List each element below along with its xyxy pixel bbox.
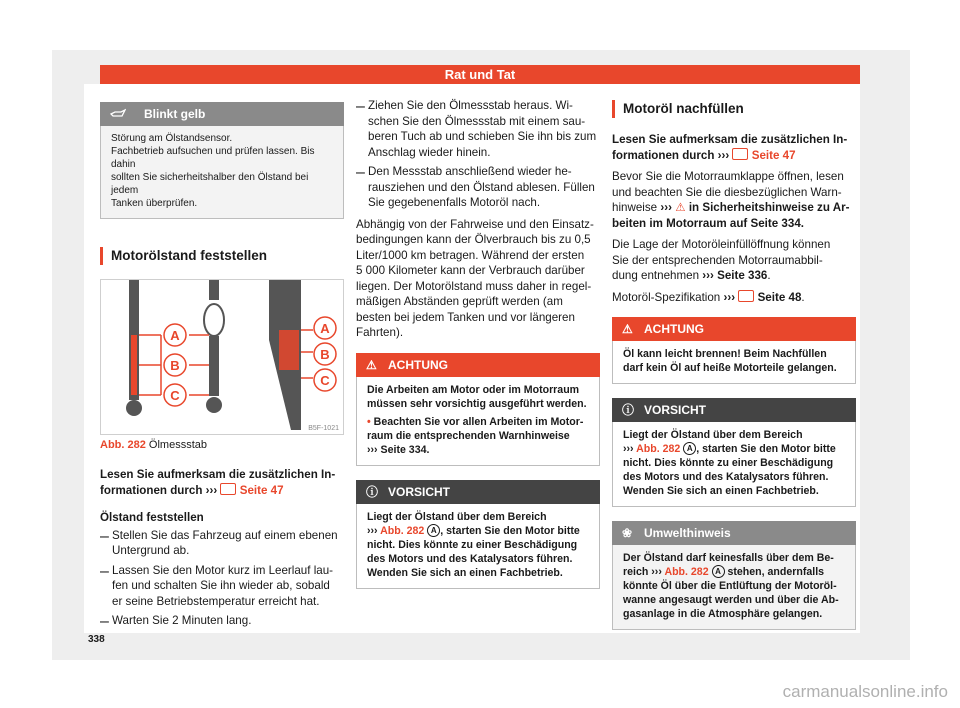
umwelt-line: gasanlage in die Atmosphäre gelangen. — [623, 608, 823, 620]
right-p3: Motoröl-Spezifikation ››› Seite 48. — [612, 290, 805, 304]
para-line: bedingungen kann der Ölverbrauch bis zu 0,5 — [356, 233, 591, 246]
left-intro — [100, 467, 344, 498]
vorsicht-line: des Motors und des Katalysators führen. — [623, 471, 829, 483]
fig-label-b-right: B — [320, 347, 330, 362]
vorsicht-line-tail: , starten Sie den Motor bitte — [440, 524, 580, 537]
arrows: ››› — [623, 443, 634, 455]
vorsicht-line: Wenden Sie sich an einen Fachbetrieb. — [367, 566, 563, 579]
circle-a-marker: A — [427, 524, 440, 537]
intro-line-2 — [612, 148, 856, 164]
page-number: 338 — [88, 634, 105, 645]
vorsicht-line — [367, 524, 589, 538]
intro-line-text: formationen durch — [612, 148, 715, 162]
intro-line-2 — [100, 483, 344, 499]
achtung-box-middle — [356, 353, 600, 466]
vorsicht-line-tail: , starten Sie den Motor bitte — [696, 443, 836, 455]
para-text: dung entnehmen — [612, 269, 700, 282]
vorsicht-bar — [612, 398, 856, 422]
step-item — [356, 164, 600, 211]
info-circle-icon: ⓘ — [622, 403, 635, 417]
oil-can-icon — [110, 102, 126, 126]
step-line: er seine Betriebstemperatur erreicht hat. — [112, 594, 320, 608]
section-title-nachfuellen: Motoröl nachfüllen — [612, 100, 856, 118]
arrows: ››› — [717, 148, 730, 162]
blinkt-gelb-title: Blinkt gelb — [144, 107, 206, 121]
intro-line: Lesen Sie aufmerksam die zusätzlichen In- — [100, 468, 336, 481]
book-icon — [220, 483, 236, 495]
arrows: ››› — [702, 269, 714, 282]
para-line: Bevor Sie die Motorraumklappe öffnen, lesen — [612, 170, 844, 183]
vorsicht-ref-link[interactable]: Abb. 282 — [380, 524, 425, 537]
achtung-ref-link[interactable]: Seite 334. — [380, 443, 430, 456]
vorsicht-title: VORSICHT — [644, 403, 707, 417]
fig-label-a: A — [170, 328, 180, 343]
vorsicht-line: nicht. Dies könnte zu einer Beschädigung — [623, 457, 834, 469]
step-line: fen und schalten Sie ihn wieder ab, sobald — [112, 579, 330, 592]
book-icon — [738, 290, 754, 302]
arrows: ››› — [651, 566, 662, 578]
vorsicht-line: Wenden Sie sich an einen Fachbetrieb. — [623, 485, 819, 497]
para-line: mäßigen Abständen geprüft werden (am — [356, 295, 563, 308]
umwelt-content — [612, 545, 856, 630]
blinkt-line: Störung am Ölstandsensor. — [111, 133, 233, 144]
flower-icon: ❀ — [622, 526, 633, 540]
figure-code: B5F-1021 — [308, 425, 339, 432]
step-line: – Stellen Sie das Fahrzeug auf einem ebenen — [112, 528, 338, 542]
umwelt-ref-link[interactable]: Abb. 282 — [664, 566, 709, 578]
left-column — [100, 84, 344, 629]
bullet-line: Beachten Sie vor allen Arbeiten im Motor- — [373, 415, 584, 428]
left-steps — [100, 528, 344, 629]
intro-line-text: formationen durch — [100, 483, 203, 497]
achtung-content — [612, 341, 856, 384]
arrows: ››› — [205, 483, 218, 497]
step-line: Sie gegebenenfalls Motoröl nach. — [368, 196, 541, 209]
fig-label-c-right: C — [320, 373, 330, 388]
warning-icon: ⚠ — [675, 201, 686, 214]
figure-caption — [100, 439, 344, 451]
achtung-line: müssen sehr vorsichtig ausgeführt werden. — [367, 397, 587, 410]
step-item — [100, 563, 344, 610]
circle-a-marker: A — [683, 442, 696, 455]
right-p2 — [612, 237, 856, 284]
vorsicht-line: Liegt der Ölstand über dem Bereich — [367, 510, 547, 523]
info-circle-icon: ⓘ — [366, 484, 379, 499]
page-header: Rat und Tat — [100, 65, 860, 84]
achtung-line: darf kein Öl auf heiße Motorteile gelangen. — [623, 362, 837, 374]
para-text: Motoröl-Spezifikation — [612, 290, 721, 304]
para-line: Die Lage der Motoröleinfüllöffnung können — [612, 238, 831, 251]
vorsicht-ref-link[interactable]: Abb. 282 — [636, 443, 681, 455]
arrows: ››› — [723, 290, 736, 304]
para-line: Sie der entsprechenden Motorraumabbil- — [612, 253, 823, 267]
step-line: Untergrund ab. — [112, 544, 190, 557]
subheading: Ölstand feststellen — [100, 511, 204, 524]
step-item — [100, 613, 344, 629]
section-title-oelstand: Motorölstand feststellen — [100, 247, 344, 265]
step-line: schen Sie den Ölmessstab mit einem sau- — [368, 114, 586, 128]
para-line: dung entnehmen ››› Seite 336. — [612, 269, 771, 282]
vorsicht-box-right — [612, 398, 856, 507]
achtung-box-right — [612, 317, 856, 384]
umwelt-line — [623, 565, 845, 579]
step-line: rausziehen und den Ölstand ablesen. Füllen — [368, 180, 595, 194]
umwelt-line: wanne angesaugt werden und über die Ab- — [623, 594, 839, 606]
dipstick-figure — [100, 279, 344, 435]
page-content — [84, 84, 860, 633]
right-p1 — [612, 169, 856, 231]
vorsicht-bar — [356, 480, 600, 504]
figure-caption-ref: Abb. 282 — [100, 439, 146, 451]
para-line: 5 000 Kilometer kann der Verbrauch darüber — [356, 264, 585, 277]
bullet-icon: • — [367, 415, 371, 428]
para-bold-link[interactable]: in Sicherheitshinweise zu Ar- — [688, 201, 850, 214]
blinkt-line: Fachbetrieb aufsuchen und prüfen lassen. Bis dahin — [111, 146, 315, 170]
umwelt-text: reich — [623, 566, 649, 578]
warning-icon: ⚠ — [366, 357, 377, 372]
arrows: ››› — [660, 201, 672, 214]
umwelt-title: Umwelthinweis — [644, 526, 731, 540]
fig-label-a-right: A — [320, 321, 330, 336]
step-item — [100, 528, 344, 559]
step-item — [356, 98, 600, 160]
step-line: – Lassen Sie den Motor kurz im Leerlauf lau- — [112, 563, 334, 577]
intro-line: Lesen Sie aufmerksam die zusätzlichen In- — [612, 133, 848, 146]
step-line: beren Tuch ab und schieben Sie ihn bis zum — [368, 130, 597, 143]
step-line: – Warten Sie 2 Minuten lang. — [112, 614, 252, 627]
blinkt-line: sollten Sie sicherheitshalber den Ölstand bei jedem — [111, 172, 309, 196]
para-bold-link[interactable]: beiten im Motorraum auf Seite 334 — [612, 216, 801, 230]
figure-caption-text: Ölmessstab — [148, 439, 207, 451]
para-line: besten bei jedem Tanken und vor längeren — [356, 310, 575, 324]
arrows: ››› — [367, 524, 378, 537]
achtung-bar — [612, 317, 856, 341]
intro-ref-link[interactable]: Seite 47 — [751, 148, 796, 162]
para-line: Fahrten). — [356, 326, 404, 339]
dipstick-illustration — [101, 280, 343, 434]
intro-ref-link[interactable]: Seite 47 — [239, 483, 284, 497]
vorsicht-line: nicht. Dies könnte zu einer Beschädigung — [367, 538, 578, 551]
umwelt-line: könnte Öl über die Entlüftung der Motoröl- — [623, 580, 837, 592]
vorsicht-box-middle — [356, 480, 600, 589]
para-line: und beachten Sie die diesbezüglichen Warn- — [612, 185, 842, 199]
umwelt-text: stehen, andernfalls — [727, 566, 825, 578]
achtung-title: ACHTUNG — [388, 357, 448, 372]
para-line — [612, 200, 856, 216]
middle-steps — [356, 98, 600, 211]
para-line: Abhängig von der Fahrweise und den Einsatz- — [356, 217, 594, 231]
middle-column — [356, 84, 600, 589]
vorsicht-content — [356, 504, 600, 589]
step-line: – Den Messstab anschließend wieder he- — [368, 165, 572, 178]
vorsicht-line — [623, 442, 845, 456]
achtung-line: Die Arbeiten am Motor oder im Motorraum — [367, 383, 580, 396]
umwelt-line: Der Ölstand darf keinesfalls über dem Be- — [623, 552, 834, 564]
umwelt-bar — [612, 521, 856, 545]
bullet-line: raum die entsprechenden Warnhinweise — [367, 429, 570, 442]
para-text: hinweise — [612, 201, 658, 214]
warning-icon: ⚠ — [622, 322, 633, 336]
achtung-bar — [356, 353, 600, 377]
fig-label-b: B — [170, 358, 180, 373]
para-line: liegen. Der Motorölstand muss daher in regel- — [356, 279, 592, 293]
blinkt-gelb-text — [100, 126, 344, 219]
vorsicht-line: Liegt der Ölstand über dem Bereich — [623, 429, 803, 441]
vorsicht-title: VORSICHT — [388, 484, 451, 499]
seite-48-link[interactable]: Seite 48 — [757, 290, 802, 304]
umwelt-box — [612, 521, 856, 630]
blinkt-line: Tanken überprüfen. — [111, 198, 198, 209]
fig-label-c: C — [170, 388, 180, 403]
step-line: – Ziehen Sie den Ölmessstab heraus. Wi- — [368, 99, 573, 112]
book-icon — [732, 148, 748, 160]
achtung-title: ACHTUNG — [644, 322, 704, 336]
arrows: ››› — [367, 443, 378, 456]
circle-a-marker: A — [712, 565, 725, 578]
blinkt-gelb-bar — [100, 102, 344, 126]
vorsicht-line: des Motors und des Katalysators führen. — [367, 552, 573, 565]
right-column — [612, 84, 856, 630]
vorsicht-content — [612, 422, 856, 507]
watermark: carmanualsonline.info — [782, 682, 948, 701]
para-line: Liter/1000 km betragen. Während der ersten — [356, 248, 585, 262]
bullet-ref-line — [367, 443, 589, 457]
seite-336-link[interactable]: Seite 336 — [717, 269, 768, 282]
step-line: Anschlag wieder hinein. — [368, 145, 491, 159]
middle-paragraph — [356, 217, 600, 341]
achtung-line: Öl kann leicht brennen! Beim Nachfüllen — [623, 348, 827, 360]
achtung-content — [356, 377, 600, 466]
achtung-bullet — [367, 415, 589, 429]
para-line: beiten im Motorraum auf Seite 334. — [612, 216, 805, 230]
